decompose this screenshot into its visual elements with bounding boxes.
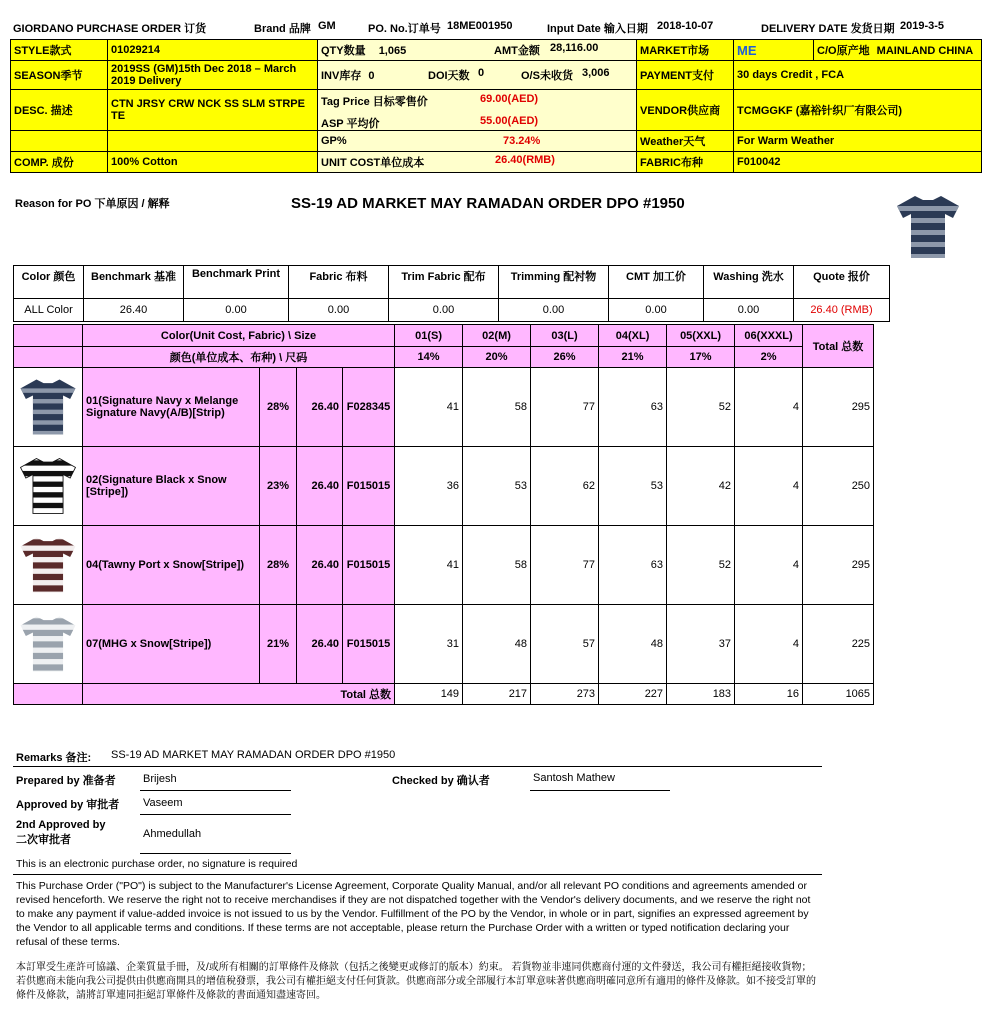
color-swatch-black	[14, 447, 83, 526]
reason-label: Reason for PO 下单原因 / 解释	[15, 198, 170, 210]
black-stripe-shirt-image	[17, 452, 79, 520]
totals-blank	[14, 684, 83, 705]
os-value: 3,006	[582, 67, 610, 79]
size-header-image-col	[14, 325, 83, 347]
row-total: 295	[803, 368, 874, 447]
qty-cell: 62	[531, 447, 599, 526]
qty-cell: 63	[599, 526, 667, 605]
gp-cell	[318, 131, 637, 152]
color-cost: 26.40	[297, 368, 343, 447]
cost-header-fabric: Fabric 布料	[289, 266, 389, 299]
color-fabric: F028345	[343, 368, 395, 447]
color-cost: 26.40	[297, 605, 343, 684]
approved-underline	[140, 814, 291, 815]
gp-label: GP%	[321, 135, 347, 147]
tag-price-label: Tag Price 目标零售价	[321, 96, 428, 108]
product-thumbnail-image	[893, 192, 963, 262]
qty-cell: 4	[735, 368, 803, 447]
size-pct-xxl: 17%	[667, 347, 735, 368]
cost-value-cmt: 0.00	[609, 299, 704, 322]
color-fabric: F015015	[343, 526, 395, 605]
qty-cell: 58	[463, 526, 531, 605]
amt-value: 28,116.00	[550, 42, 599, 54]
size-header-2: 颜色(单位成本、布种) \ 尺码	[83, 347, 395, 368]
delivery-date-label: DELIVERY DATE 发货日期	[761, 23, 895, 35]
cost-header-benchmark-print: Benchmark Print	[184, 266, 289, 299]
input-date-label: Input Date 输入日期	[547, 23, 648, 35]
desc-value: CTN JRSY CRW NCK SS SLM STRPE TE	[108, 90, 318, 131]
season-value: 2019SS (GM)15th Dec 2018 – March 2019 Delivery	[108, 61, 318, 90]
qty-cell: 36	[395, 447, 463, 526]
color-name: 02(Signature Black x Snow [Stripe])	[83, 447, 260, 526]
unit-cost-value: 26.40(RMB)	[495, 154, 555, 166]
color-cost: 26.40	[297, 526, 343, 605]
total-s: 149	[395, 684, 463, 705]
qty-cell: 52	[667, 526, 735, 605]
size-name-xxxl: 06(XXXL)	[735, 325, 803, 347]
second-approved-underline	[140, 853, 291, 854]
row-total: 295	[803, 526, 874, 605]
color-cost: 26.40	[297, 447, 343, 526]
inventory-cell	[318, 61, 637, 90]
season-label: SEASON季节	[11, 61, 108, 90]
approved-by-label: Approved by 审批者	[16, 799, 120, 811]
size-pct-xl: 21%	[599, 347, 667, 368]
size-name-xxl: 05(XXL)	[667, 325, 735, 347]
qty-cell: 41	[395, 368, 463, 447]
prepared-by-label: Prepared by 准备者	[16, 775, 116, 787]
qty-cell: 77	[531, 526, 599, 605]
order-info-grid	[10, 39, 982, 173]
po-number-label: PO. No.订单号	[368, 23, 441, 35]
color-fabric: F015015	[343, 447, 395, 526]
qty-cell: 41	[395, 526, 463, 605]
color-pct: 28%	[260, 526, 297, 605]
style-label: STYLE款式	[11, 40, 108, 61]
totals-label: Total 总数	[83, 684, 395, 705]
size-pct-xxxl: 2%	[735, 347, 803, 368]
cost-header-washing: Washing 洗水	[704, 266, 794, 299]
qty-cell: 53	[463, 447, 531, 526]
po-title: GIORDANO PURCHASE ORDER 订货	[13, 23, 207, 35]
cost-value-washing: 0.00	[704, 299, 794, 322]
weather-value: For Warm Weather	[734, 131, 982, 152]
vendor-value: TCMGGKF (嘉裕针织厂有限公司)	[734, 90, 982, 131]
cost-value-benchmark: 26.40	[84, 299, 184, 322]
qty-value: 1,065	[378, 45, 407, 57]
totals-row	[14, 684, 874, 705]
tag-price-value: 69.00(AED)	[480, 93, 539, 105]
size-header-image-col-2	[14, 347, 83, 368]
empty-cell-2	[108, 131, 318, 152]
cost-breakdown-table	[13, 265, 890, 322]
color-row	[14, 447, 874, 526]
size-pct-l: 26%	[531, 347, 599, 368]
size-name-m: 02(M)	[463, 325, 531, 347]
unit-cost-cell	[318, 152, 637, 173]
cost-header-trim-fabric: Trim Fabric 配布	[389, 266, 499, 299]
second-approved-value: Ahmedullah	[143, 828, 202, 840]
delivery-date-value: 2019-3-5	[900, 20, 945, 32]
color-row	[14, 526, 874, 605]
color-pct: 23%	[260, 447, 297, 526]
size-pct-s: 14%	[395, 347, 463, 368]
total-m: 217	[463, 684, 531, 705]
size-quantity-table	[13, 324, 874, 705]
color-pct: 21%	[260, 605, 297, 684]
cost-value-benchmark-print: 0.00	[184, 299, 289, 322]
size-name-l: 03(L)	[531, 325, 599, 347]
terms-chinese: 本訂單受生產許可協議、企業質量手冊，及/或所有相關的訂單條件及條款（包括之後變更或修訂的版本）約束。 若貨物並非連同供應商付運的文件發送，我公司有權拒絕接收貨物；若供應商未能向我公司提供由供應商開具的增值稅發票，我公司有權拒絕支付任何貨款。供應商部分或全部履行本訂單意味著供應商明確同意所有適用的條件及條款。如不接受訂單的條件及條款，請將訂單連同拒絕訂單條件及條款的書面通知盡速寄回。	[16, 962, 816, 1001]
brand-value: GM	[318, 20, 336, 32]
second-approved-label-1: 2nd Approved by	[16, 819, 106, 831]
qty-cell: 48	[463, 605, 531, 684]
origin-label: C/O原产地	[817, 45, 870, 57]
qty-cell: 57	[531, 605, 599, 684]
qty-cell: 53	[599, 447, 667, 526]
prepared-by-value: Brijesh	[143, 773, 177, 785]
qty-label: QTY数量	[321, 45, 366, 57]
weather-label: Weather天气	[637, 131, 734, 152]
size-header-1: Color(Unit Cost, Fabric) \ Size	[83, 325, 395, 347]
cost-value-fabric: 0.00	[289, 299, 389, 322]
doi-value: 0	[478, 67, 485, 79]
gp-value: 73.24%	[503, 135, 541, 147]
cost-header-benchmark: Benchmark 基准	[84, 266, 184, 299]
input-date-value: 2018-10-07	[657, 20, 714, 32]
origin-cell	[814, 40, 982, 61]
market-label: MARKET市场	[637, 40, 734, 61]
brand-label: Brand 品牌	[254, 23, 311, 35]
qty-cell: 52	[667, 368, 735, 447]
empty-cell	[11, 131, 108, 152]
payment-label: PAYMENT支付	[637, 61, 734, 90]
po-number-value: 18ME001950	[447, 20, 513, 32]
doi-label: DOI天数	[428, 70, 470, 82]
qty-cell: 42	[667, 447, 735, 526]
navy-stripe-shirt-image	[17, 373, 79, 441]
second-approved-label-2: 二次审批者	[16, 834, 71, 846]
color-swatch-grey	[14, 605, 83, 684]
port-stripe-shirt-image	[17, 531, 79, 599]
color-pct: 28%	[260, 368, 297, 447]
os-label: O/S未收货	[521, 70, 573, 82]
cost-header-cmt: CMT 加工价	[609, 266, 704, 299]
color-swatch-navy	[14, 368, 83, 447]
market-value: ME	[734, 40, 814, 61]
cost-header-trimming: Trimming 配衬物	[499, 266, 609, 299]
comp-label: COMP. 成份	[11, 152, 108, 173]
checked-by-value: Santosh Mathew	[533, 772, 615, 784]
approved-by-value: Vaseem	[143, 797, 183, 809]
asp-label: ASP 平均价	[321, 118, 380, 130]
color-fabric: F015015	[343, 605, 395, 684]
qty-cell: 31	[395, 605, 463, 684]
qty-cell: 58	[463, 368, 531, 447]
fabric-label: FABRIC布种	[637, 152, 734, 173]
amt-label: AMT金额	[494, 45, 540, 57]
vendor-label: VENDOR供应商	[637, 90, 734, 131]
comp-value: 100% Cotton	[108, 152, 318, 173]
checked-underline	[530, 790, 670, 791]
cost-value-quote: 26.40 (RMB)	[794, 299, 890, 322]
color-swatch-port	[14, 526, 83, 605]
inv-label: INV库存	[321, 70, 362, 82]
color-name: 07(MHG x Snow[Stripe])	[83, 605, 260, 684]
row-total: 250	[803, 447, 874, 526]
qty-cell: 48	[599, 605, 667, 684]
cost-header-quote: Quote 报价	[794, 266, 890, 299]
electronic-note: This is an electronic purchase order, no signature is required	[16, 858, 298, 870]
size-total-header: Total 总数	[803, 325, 874, 368]
payment-value: 30 days Credit , FCA	[734, 61, 982, 90]
color-row	[14, 368, 874, 447]
price-cell	[318, 90, 637, 131]
unit-cost-label: UNIT COST单位成本	[321, 157, 425, 169]
cost-value-trim-fabric: 0.00	[389, 299, 499, 322]
remarks-value: SS-19 AD MARKET MAY RAMADAN ORDER DPO #1950	[111, 749, 396, 761]
color-row	[14, 605, 874, 684]
remarks-label: Remarks 备注:	[16, 752, 92, 764]
grey-stripe-shirt-image	[17, 610, 79, 678]
qty-cell: 37	[667, 605, 735, 684]
asp-value: 55.00(AED)	[480, 115, 539, 127]
terms-english: This Purchase Order ("PO") is subject to the Manufacturer's License Agreement, Corporate Quality Manual, and/or all relevant PO conditions and agreements amended or revised henceforth. We reserve the right not to receive merchandises if they are not dispatched together with the Vendor's delivery documents, and we reserve the right not to make any payment if value-added invoice is not issued to us by the Vendor. Fulfillment of the PO by the Vendor, in whole or in part, signifies an expressed agreement by the Vendor to all applicable terms and conditions. If these terms are not acceptable, please return the Purchase Order with a written or typed notification declaring your refusal of these terms.	[16, 880, 811, 948]
inv-value: 0	[368, 70, 375, 82]
size-name-xl: 04(XL)	[599, 325, 667, 347]
cost-value-color: ALL Color	[14, 299, 84, 322]
fabric-value: F010042	[734, 152, 982, 173]
origin-value: MAINLAND CHINA	[876, 45, 974, 57]
color-name: 01(Signature Navy x Melange Signature Navy(A/B)[Strip)	[83, 368, 260, 447]
total-xxl: 183	[667, 684, 735, 705]
cost-header-color: Color 颜色	[14, 266, 84, 299]
size-pct-m: 20%	[463, 347, 531, 368]
terms-divider	[13, 874, 822, 875]
checked-by-label: Checked by 确认者	[392, 775, 490, 787]
order-title: SS-19 AD MARKET MAY RAMADAN ORDER DPO #1950	[291, 195, 685, 212]
row-total: 225	[803, 605, 874, 684]
grand-total: 1065	[803, 684, 874, 705]
total-xl: 227	[599, 684, 667, 705]
size-name-s: 01(S)	[395, 325, 463, 347]
style-value: 01029214	[108, 40, 318, 61]
color-name: 04(Tawny Port x Snow[Stripe])	[83, 526, 260, 605]
qty-cell: 4	[735, 526, 803, 605]
qty-amt-cell	[318, 40, 637, 61]
qty-cell: 4	[735, 605, 803, 684]
desc-label: DESC. 描述	[11, 90, 108, 131]
qty-cell: 63	[599, 368, 667, 447]
cost-value-trimming: 0.00	[499, 299, 609, 322]
total-xxxl: 16	[735, 684, 803, 705]
qty-cell: 77	[531, 368, 599, 447]
remarks-divider	[13, 766, 822, 767]
total-l: 273	[531, 684, 599, 705]
prepared-underline	[140, 790, 291, 791]
qty-cell: 4	[735, 447, 803, 526]
